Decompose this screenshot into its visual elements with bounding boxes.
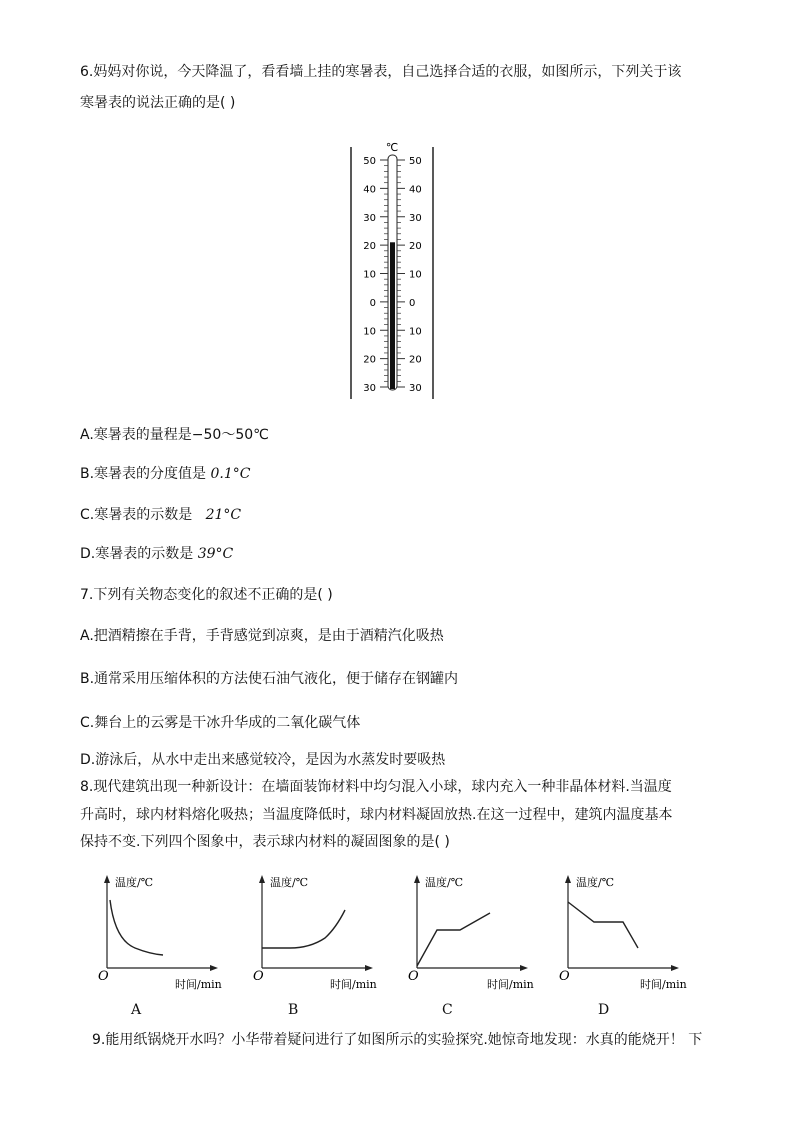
graph-c-ylabel: 温度/℃ [425, 876, 464, 889]
graph-d-label: D [598, 1002, 610, 1018]
q6-option-c-value: 21°C [205, 507, 242, 523]
scale-label-left: 10 [363, 269, 376, 281]
scale-label-left: 50 [363, 156, 376, 167]
scale-label-left: 30 [363, 212, 376, 224]
graph-d-origin: O [559, 969, 570, 984]
scale-label-left: 10 [363, 326, 376, 338]
q6-option-c: C.寒暑表的示数是 21°C [80, 507, 242, 523]
q6-stem-line1: 6.妈妈对你说，今天降温了，看看墙上挂的寒暑表，自己选择合适的衣服，如图所示，下列关于该 [80, 64, 682, 80]
graph-b-origin: O [253, 969, 264, 984]
graph-a-origin: O [98, 969, 109, 984]
q6-option-a: A.寒暑表的量程是−50～50℃ [80, 427, 269, 443]
q7-stem: 7.下列有关物态变化的叙述不正确的是( ) [80, 587, 333, 603]
graph-b-ylabel: 温度/℃ [270, 876, 309, 889]
scale-label-right: 0 [409, 297, 416, 309]
scale-label-right: 30 [409, 212, 422, 224]
thermometer-liquid [390, 242, 395, 389]
scale-label-right: 20 [409, 354, 422, 366]
q7-option-a: A.把酒精擦在手背，手背感觉到凉爽，是由于酒精汽化吸热 [80, 628, 444, 644]
q6-option-d: D.寒暑表的示数是 39°C [80, 546, 234, 562]
q8-stem-line3: 保持不变.下列四个图象中，表示球内材料的凝固图象的是( ) [80, 834, 450, 850]
thermometer-figure [345, 137, 440, 402]
q6-option-d-value: 39°C [197, 546, 234, 562]
q6-stem-line2: 寒暑表的说法正确的是( ) [80, 95, 236, 111]
graph-d [556, 870, 706, 995]
q7-option-b: B.通常采用压缩体积的方法使石油气液化，便于储存在钢罐内 [80, 671, 459, 687]
q6-option-b: B.寒暑表的分度值是 0.1°C [80, 466, 251, 482]
scale-label-left: 20 [363, 354, 376, 366]
graph-b-xlabel: 时间/min [330, 978, 377, 991]
graph-c-xlabel: 时间/min [487, 978, 534, 991]
scale-label-right: 50 [409, 156, 422, 167]
graph-c-label: C [442, 1002, 453, 1018]
q7-option-c: C.舞台上的云雾是干冰升华成的二氧化碳气体 [80, 715, 361, 731]
scale-label-left: 0 [369, 297, 376, 309]
scale-label-right: 40 [409, 184, 422, 196]
q9-stem: 9.能用纸锅烧开水吗？小华带着疑问进行了如图所示的实验探究.她惊奇地发现：水真的能烧开！ 下 [92, 1032, 703, 1048]
q8-stem-line2: 升高时，球内材料熔化吸热；当温度降低时，球内材料凝固放热.在这一过程中，建筑内温度基本 [80, 807, 673, 823]
scale-label-right: 10 [409, 269, 422, 281]
scale-label-left: 40 [363, 184, 376, 196]
graph-a-label: A [131, 1002, 142, 1018]
graph-a [95, 870, 245, 995]
unit-label: ℃ [385, 141, 399, 154]
graph-a-ylabel: 温度/℃ [115, 876, 154, 889]
graph-b [250, 870, 400, 995]
scale-label-right: 30 [409, 383, 422, 394]
graph-d-xlabel: 时间/min [640, 978, 687, 991]
scale-label-right: 20 [409, 241, 422, 253]
q7-option-d: D.游泳后，从水中走出来感觉较冷，是因为水蒸发时要吸热 [80, 752, 446, 768]
graph-b-label: B [288, 1002, 299, 1018]
scale-label-left: 20 [363, 241, 376, 253]
scale-label-right: 10 [409, 326, 422, 338]
q8-stem-line1: 8.现代建筑出现一种新设计：在墙面装饰材料中均匀混入小球，球内充入一种非晶体材料.当温度 [80, 779, 672, 795]
scale-label-left: 30 [363, 383, 376, 394]
graph-a-xlabel: 时间/min [175, 978, 222, 991]
graph-c [405, 870, 555, 995]
q6-option-b-value: 0.1°C [210, 466, 251, 482]
graph-d-ylabel: 温度/℃ [576, 876, 615, 889]
graph-c-origin: O [408, 969, 419, 984]
